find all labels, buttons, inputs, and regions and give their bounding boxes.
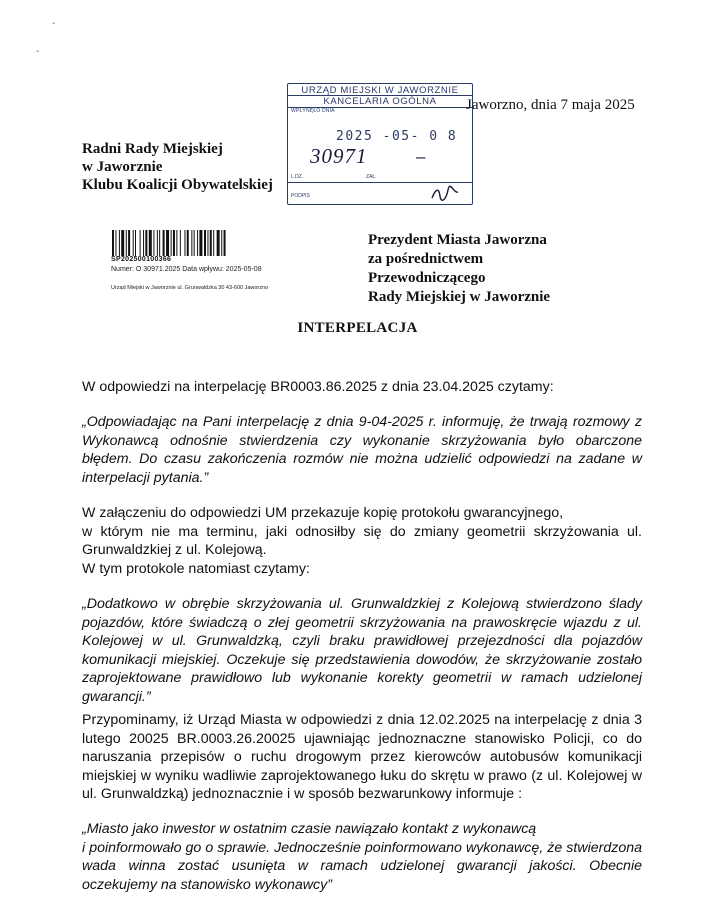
- registry-code: SP202500100366: [111, 256, 172, 263]
- scan-mark: -: [52, 18, 56, 29]
- scan-mark: -: [36, 46, 40, 57]
- recipient-line: Rady Miejskiej w Jaworznie: [368, 289, 551, 305]
- sender-line: Radni Rady Miejskiej: [82, 141, 223, 157]
- stamp-ldz-label: L.DZ.: [291, 174, 304, 180]
- quote-line: i poinformowało go o sprawie. Jednocześnie poinformowano wykonawcę, że stwierdzona wada winna zostać usunięta w ramach udzielonej gwarancji jakości. Obecnie oczekujemy na stanowisko wykonawcy”: [82, 839, 642, 893]
- registry-meta: Numer: O 30971.2025 Data wpływu: 2025-05-08: [111, 266, 262, 273]
- stamp-handwritten-dash: –: [416, 147, 426, 166]
- stamp-podpis-label: PODPIS: [291, 193, 310, 199]
- paragraph-intro: W odpowiedzi na interpelację BR0003.86.2025 z dnia 23.04.2025 czytamy:: [82, 379, 554, 395]
- place-date: Jaworzno, dnia 7 maja 2025: [466, 97, 635, 113]
- quote-protocol: „Dodatkowo w obrębie skrzyżowania ul. Grunwaldzkiej z Kolejową stwierdzono ślady pojazdów, które świadczą o złej geometrii skrzyżowania na prawoskręcie wjazdu z ul. Kolejowej w ul. Grunwaldzką, czyli braku prawidłowej przejezdności dla pojazdów komunikacji miejskiej. Oczekuje się przedstawienia dowodów, że skrzyżowanie zostało zaprojektowane prawidłowo lub wykonanie korekty geometrii w ramach udzielonej gwarancji.”: [82, 596, 642, 705]
- registration-stamp: [287, 83, 473, 205]
- paragraph-reminder: Przypominamy, iż Urząd Miasta w odpowiedzi z dnia 12.02.2025 na interpelację z dnia 3 lutego 20025 BR.0003.26.20025 ujawniając jednoznaczne stanowisko Policji, co do naruszania przepisów o ruchu drogowym przez kierowców autobusów komunikacji miejskiej w wyniku wadliwie zaprojektowanego łuku do skrętu w prawo (z ul. Kolejowej w ul. Grunwaldzką) jednoznacznie i w sposób bezwarunkowy informuje :: [82, 712, 642, 802]
- stamp-department: KANCELARIA OGÓLNA: [323, 96, 437, 107]
- sender-line: w Jaworznie: [82, 159, 163, 175]
- paragraph-line: W tym protokole natomiast czytamy:: [82, 560, 310, 577]
- stamp-signature-icon: [430, 184, 460, 202]
- quote-city: [82, 820, 642, 894]
- quote-line: „Miasto jako inwestor w ostatnim czasie nawiązało kontakt z wykonawcą: [82, 821, 537, 837]
- recipient-block: [368, 231, 550, 307]
- recipient-line: Prezydent Miasta Jaworzna: [368, 232, 547, 248]
- paragraph-line: w którym nie ma terminu, jaki odnosiłby się do zmiany geometrii skrzyżowania ul. Grunwaldzkiej z ul. Kolejową.: [82, 523, 642, 558]
- stamp-received-label: WPŁYNĘŁO DNIA: [291, 108, 335, 114]
- sender-block: [82, 140, 273, 194]
- recipient-line: za pośrednictwem: [368, 251, 484, 267]
- stamp-handwritten-number: 30971: [310, 144, 368, 168]
- paragraph-attachment: [82, 504, 642, 578]
- stamp-zal-label: ZAŁ.: [366, 174, 377, 180]
- stamp-received-date: 2025 -05- 0 8: [336, 129, 458, 144]
- quote-answer: „Odpowiadając na Pani interpelację z dnia 9-04-2025 r. informuję, że trwają rozmowy z Wykonawcą odnośnie stwierdzenia czy wykonanie skrzyżowania było obarczone błędem. Do czasu zakończenia rozmów nie można udzielić odpowiedzi na zadane w interpelacji pytania.”: [82, 414, 642, 486]
- paragraph-line: W załączeniu do odpowiedzi UM przekazuje kopię protokołu gwarancyjnego,: [82, 505, 564, 521]
- barcode-icon: [112, 230, 267, 256]
- recipient-line: Przewodniczącego: [368, 270, 486, 286]
- sender-line: Klubu Koalicji Obywatelskiej: [82, 177, 273, 193]
- stamp-office: URZĄD MIEJSKI W JAWORZNIE: [301, 85, 459, 96]
- document-title: INTERPELACJA: [297, 320, 418, 336]
- registry-address: Urząd Miejski w Jaworznie ul. Grunwaldzka 30 43-600 Jaworzno: [111, 285, 269, 291]
